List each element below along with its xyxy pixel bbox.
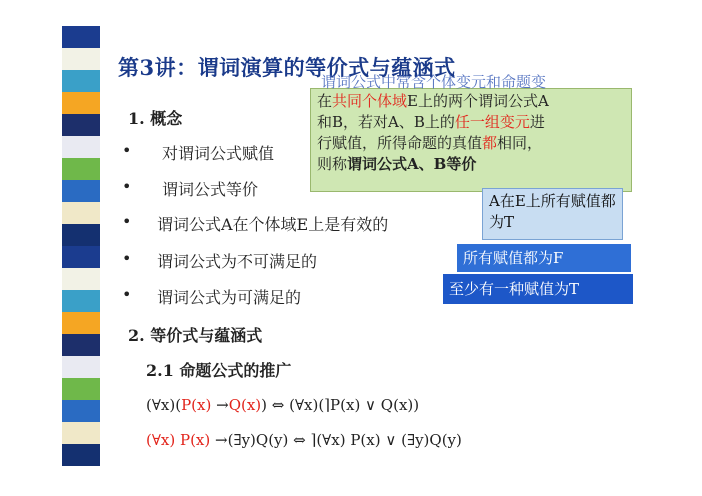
stripe-block — [62, 312, 100, 334]
stripe-block — [62, 356, 100, 378]
section2-heading: 2. 等价式与蕴涵式 — [128, 326, 263, 345]
stripe-block — [62, 202, 100, 224]
stripe-block — [62, 48, 100, 70]
bullet-satisfiable: 谓词公式为可满足的 — [157, 288, 302, 307]
callout-unsatisfiable: 所有赋值都为F — [457, 244, 631, 272]
bullet-equivalence: 谓词公式等价 — [162, 180, 259, 199]
bullet-marker: • — [122, 177, 132, 196]
stripe-block — [62, 268, 100, 290]
bullet-assign-values: 对谓词公式赋值 — [162, 144, 275, 163]
stripe-block — [62, 224, 100, 246]
bullet-valid: 谓词公式A在个体域E上是有效的 — [157, 215, 389, 234]
callout-line: 则称谓词公式A、B等价 — [317, 155, 477, 173]
stripe-block — [62, 70, 100, 92]
stripe-block — [62, 290, 100, 312]
callout-line: 行赋值，所得命题的真值都相同， — [317, 134, 543, 152]
stripe-block — [62, 400, 100, 422]
section2-subheading: 2.1 命题公式的推广 — [146, 361, 292, 380]
stripe-block — [62, 114, 100, 136]
stripe-block — [62, 422, 100, 444]
callout-line: 和B，若对A、B上的任一组变元进 — [317, 113, 545, 131]
bullet-marker: • — [122, 141, 132, 160]
stripe-block — [62, 92, 100, 114]
formula-1: (∀x)(P(x) →Q(x)) ⇔ (∀x)(⌉P(x) ∨ Q(x)) — [146, 396, 420, 414]
bullet-marker: • — [122, 212, 132, 231]
stripe-block — [62, 334, 100, 356]
bullet-marker: • — [122, 285, 132, 304]
stripe-block — [62, 136, 100, 158]
callout-satisfiable: 至少有一种赋值为T — [443, 274, 633, 304]
stripe-block — [62, 158, 100, 180]
stripe-block — [62, 378, 100, 400]
section1-heading: 1. 概念 — [128, 109, 183, 128]
stripe-block — [62, 26, 100, 48]
callout-line: 在共同个体域E上的两个谓词公式A — [317, 92, 549, 110]
bullet-unsatisfiable: 谓词公式为不可满足的 — [157, 252, 318, 271]
decorative-stripe — [62, 26, 100, 466]
slide-title: 第3讲：谓词演算的等价式与蕴涵式 — [118, 55, 456, 80]
stripe-block — [62, 444, 100, 466]
callout-valid: A在E上所有赋值都为T — [482, 188, 623, 240]
stripe-block — [62, 246, 100, 268]
callout-ghost-text: 谓词公式中常含个体变元和命题变 — [321, 73, 547, 91]
callout-equivalence-definition — [310, 73, 632, 192]
formula-2: (∀x) P(x) →(∃y)Q(y) ⇔ ⌉(∀x) P(x) ∨ (∃y)Q(y) — [146, 431, 462, 449]
stripe-block — [62, 180, 100, 202]
bullet-marker: • — [122, 249, 132, 268]
